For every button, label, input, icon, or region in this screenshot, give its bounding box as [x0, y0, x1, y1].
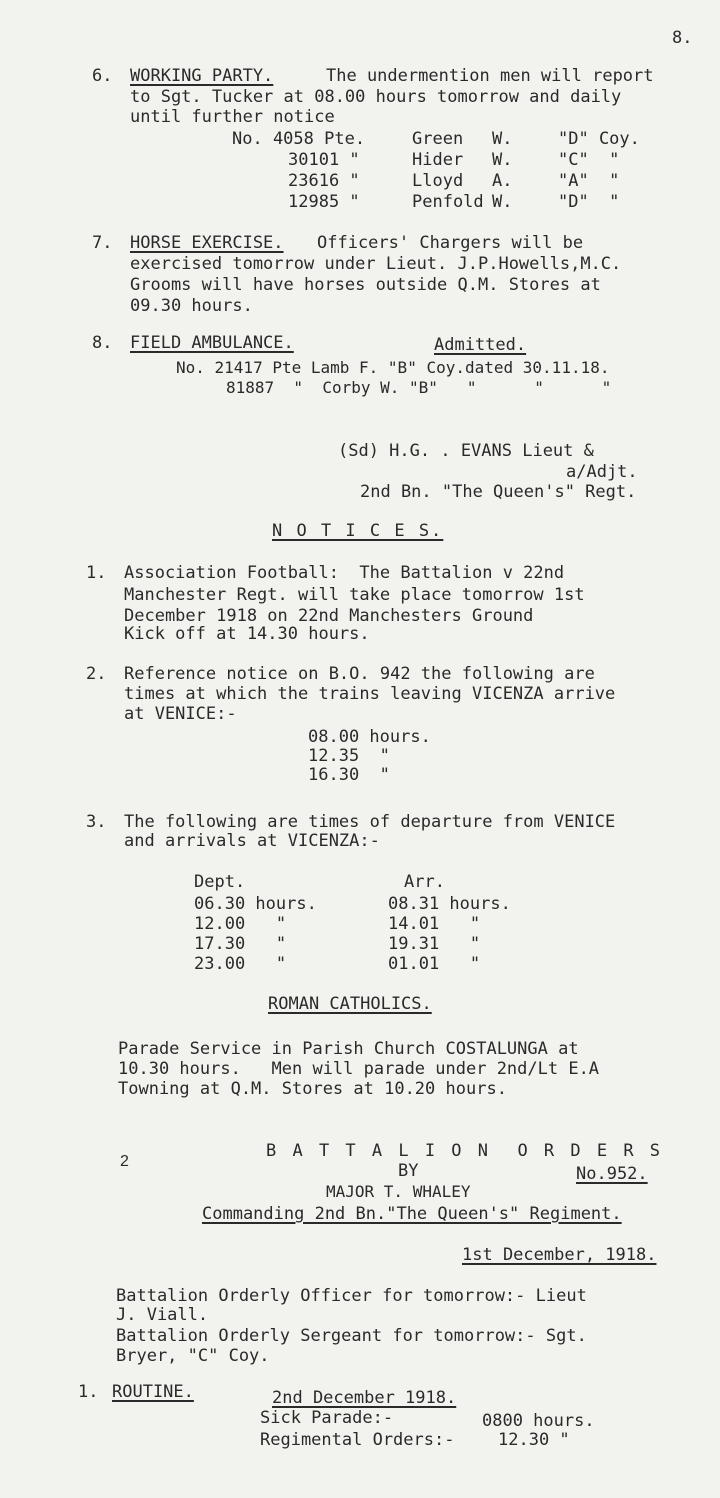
horse-exercise-line-4: 09.30 hours. — [130, 296, 253, 316]
orderly-officer-line-1: Battalion Orderly Officer for tomorrow:- Lieut — [116, 1286, 587, 1306]
working-party-heading: WORKING PARTY. — [130, 66, 274, 86]
man-company: "D" " — [558, 192, 620, 212]
battalion-orders-title: B A T T A L I O N O R D E R S — [266, 1141, 664, 1161]
venice-arrival-time: 12.35 " — [308, 746, 390, 766]
sick-parade-label: Sick Parade:- — [260, 1408, 394, 1428]
man-company: "A" " — [558, 171, 620, 191]
signature-line-3: 2nd Bn. "The Queen's" Regt. — [360, 482, 637, 502]
horse-exercise-line-2: exercised tomorrow under Lieut. J.P.Howells,M.C. — [130, 254, 622, 274]
field-ambulance-row-2: 81887 " Corby W. "B" " " " — [226, 378, 612, 397]
item-number-6: 6. — [92, 66, 113, 86]
orders-by: BY — [398, 1161, 419, 1181]
order-number: No.952. — [576, 1164, 648, 1184]
roman-catholics-line-1: Parade Service in Parish Church COSTALUNGA at — [118, 1039, 579, 1059]
notices-heading: N O T I C E S. — [272, 521, 444, 541]
venice-arrival-time: 08.00 hours. — [308, 727, 431, 747]
item-number-8: 8. — [92, 333, 113, 353]
arr-time: 01.01 " — [388, 954, 481, 974]
roman-catholics-line-3: Towning at Q.M. Stores at 10.20 hours. — [118, 1079, 507, 1099]
notice-1-line-3: December 1918 on 22nd Manchesters Ground — [124, 606, 534, 626]
commanding-line: Commanding 2nd Bn."The Queen's" Regiment. — [202, 1204, 622, 1224]
regimental-orders-time: 12.30 " — [498, 1430, 570, 1450]
routine-heading: ROUTINE. — [112, 1382, 194, 1402]
admitted-heading: Admitted. — [434, 335, 527, 355]
man-name: Hider — [412, 150, 464, 170]
man-initial: W. — [492, 192, 513, 212]
field-ambulance-heading: FIELD AMBULANCE. — [130, 333, 294, 353]
notice-2-line-2: times at which the trains leaving VICENZA arrive — [124, 684, 616, 704]
notice-1-line-2: Manchester Regt. will take place tomorrow 1st — [124, 585, 585, 605]
notice-number-1: 1. — [86, 563, 107, 583]
man-name: Lloyd — [412, 171, 464, 191]
notice-2-line-3: at VENICE:- — [124, 704, 237, 724]
venice-arrival-time: 16.30 " — [308, 765, 390, 785]
horse-exercise-heading: HORSE EXERCISE. — [130, 233, 284, 253]
man-initial: W. — [492, 129, 513, 149]
man-name: Penfold — [412, 192, 484, 212]
routine-date: 2nd December 1918. — [272, 1388, 457, 1408]
notice-1-line-1: Association Football: The Battalion v 22nd — [124, 563, 565, 583]
dept-header: Dept. — [194, 872, 246, 892]
dept-time: 12.00 " — [194, 914, 287, 934]
man-number: 23616 " — [288, 171, 360, 191]
working-party-men-table — [232, 129, 668, 213]
man-number: 12985 " — [288, 192, 360, 212]
man-initial: W. — [492, 150, 513, 170]
notice-1-line-4: Kick off at 14.30 hours. — [124, 624, 370, 644]
field-ambulance-row-1: No. 21417 Pte Lamb F. "B" Coy.dated 30.11.18. — [176, 358, 610, 377]
working-party-line-3: until further notice — [130, 107, 335, 127]
item-number-7: 7. — [92, 233, 113, 253]
sick-parade-time: 0800 hours. — [482, 1411, 595, 1431]
man-number: 30101 " — [288, 150, 360, 170]
orderly-sergeant-line-2: Bryer, "C" Coy. — [116, 1346, 270, 1366]
roman-catholics-heading: ROMAN CATHOLICS. — [268, 994, 432, 1014]
man-name: Green — [412, 129, 464, 149]
arr-time: 19.31 " — [388, 934, 481, 954]
signature-line-2: a/Adjt. — [566, 462, 638, 482]
notice-number-2: 2. — [86, 664, 107, 684]
working-party-line-2: to Sgt. Tucker at 08.00 hours tomorrow and daily — [130, 87, 622, 107]
man-number: No. 4058 Pte. — [232, 129, 366, 149]
page-number: 8. — [672, 28, 693, 48]
arr-time: 08.31 hours. — [388, 894, 511, 914]
dept-time: 06.30 hours. — [194, 894, 317, 914]
man-initial: A. — [492, 171, 513, 191]
commanding-officer: MAJOR T. WHALEY — [326, 1182, 471, 1201]
orderly-officer-line-2: J. Viall. — [116, 1305, 209, 1325]
notice-2-line-1: Reference notice on B.O. 942 the following are — [124, 664, 595, 684]
notice-number-3: 3. — [86, 812, 107, 832]
arr-header: Arr. — [404, 872, 445, 892]
regimental-orders-label: Regimental Orders:- — [260, 1430, 455, 1450]
working-party-line-1: The undermention men will report — [326, 66, 654, 86]
marginal-number: 2 — [120, 1153, 129, 1170]
dept-time: 23.00 " — [194, 954, 287, 974]
notice-3-line-1: The following are times of departure from VENICE — [124, 812, 616, 832]
man-company: "C" " — [558, 150, 620, 170]
train-times-table — [194, 894, 558, 974]
orders-date: 1st December, 1918. — [462, 1245, 657, 1265]
roman-catholics-line-2: 10.30 hours. Men will parade under 2nd/Lt E.A — [118, 1059, 600, 1079]
horse-exercise-line-3: Grooms will have horses outside Q.M. Stores at — [130, 275, 601, 295]
orderly-sergeant-line-1: Battalion Orderly Sergeant for tomorrow:- Sgt. — [116, 1326, 587, 1346]
dept-time: 17.30 " — [194, 934, 287, 954]
signature-line-1: (Sd) H.G. . EVANS Lieut & — [338, 441, 594, 461]
arr-time: 14.01 " — [388, 914, 481, 934]
notice-3-line-2: and arrivals at VICENZA:- — [124, 831, 380, 851]
man-company: "D" Coy. — [558, 129, 640, 149]
routine-number: 1. — [78, 1382, 99, 1402]
horse-exercise-line-1: Officers' Chargers will be — [317, 233, 584, 253]
